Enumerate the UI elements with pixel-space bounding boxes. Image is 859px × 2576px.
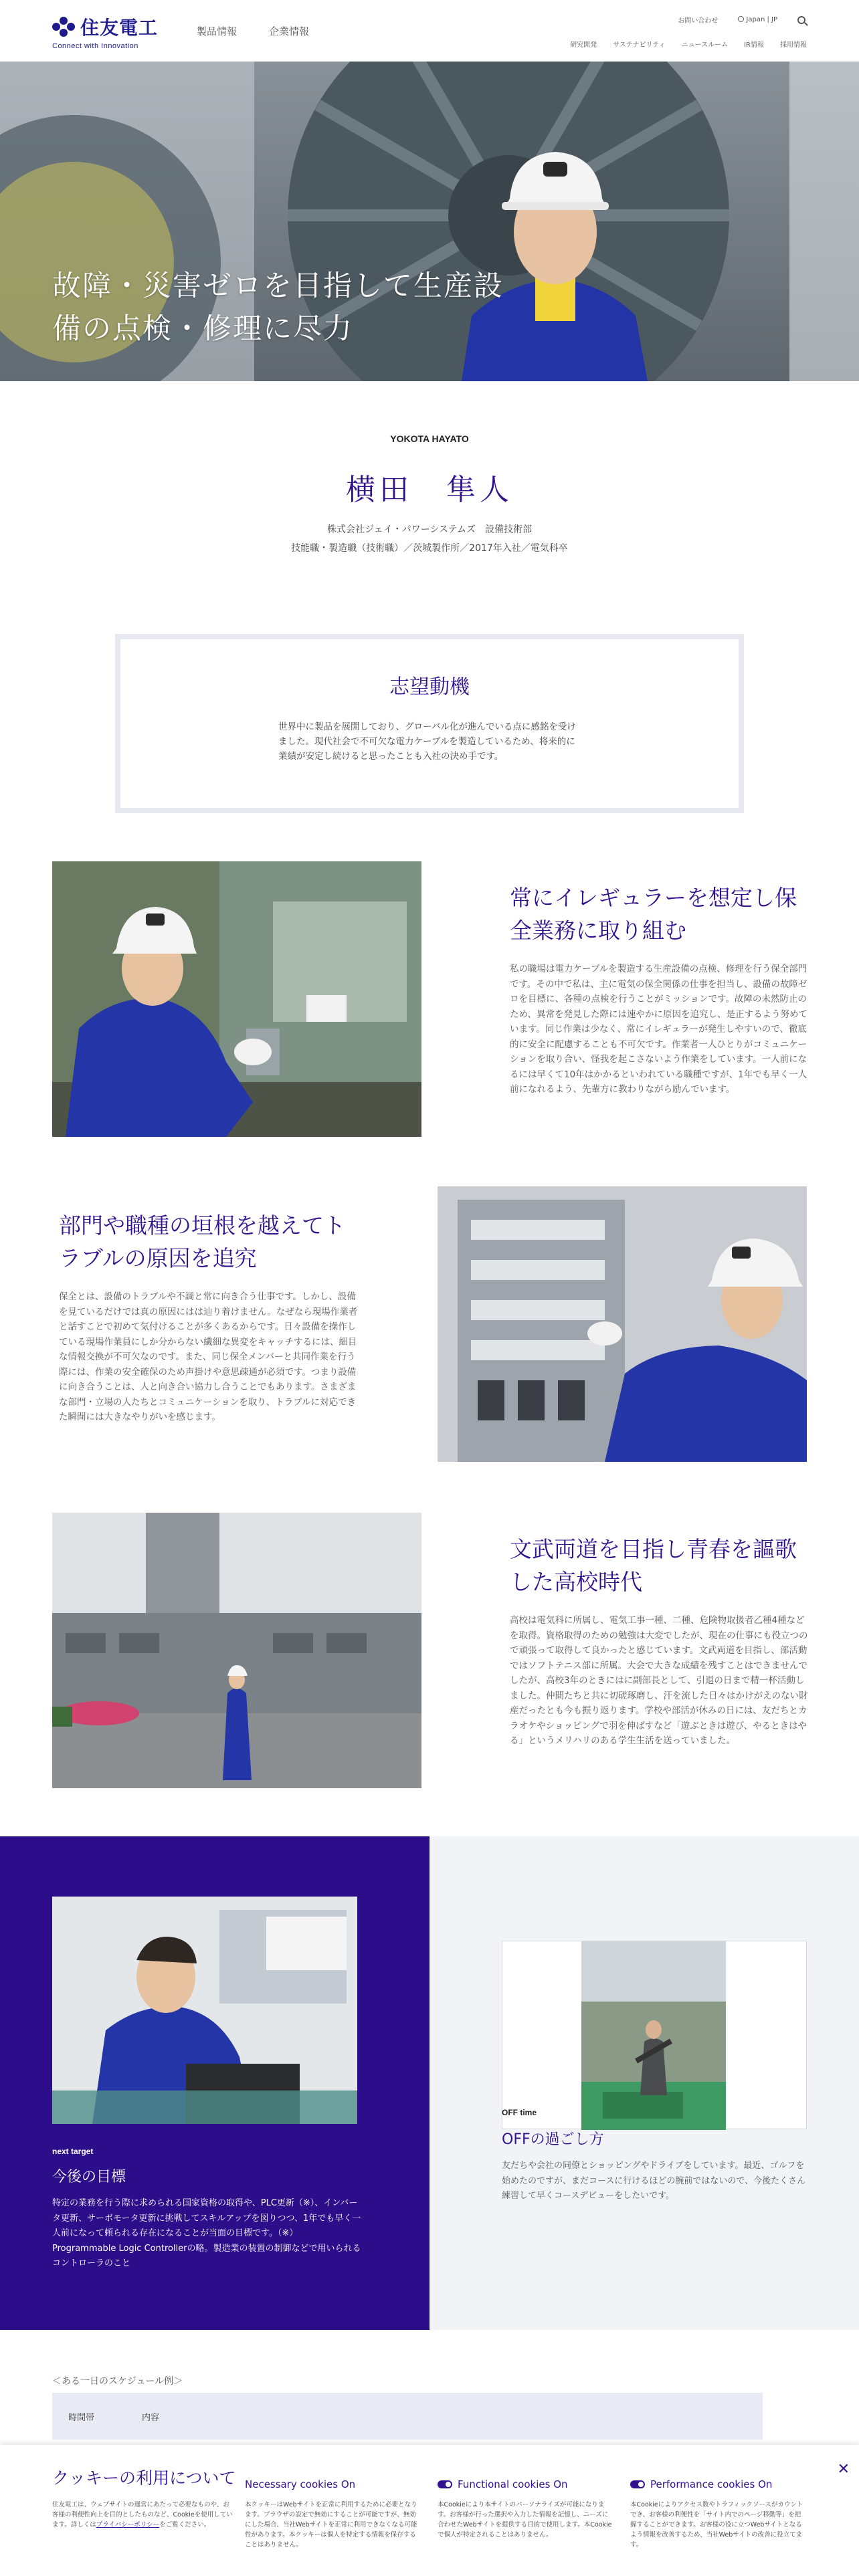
next-target-photo — [52, 1897, 357, 2124]
region-label: Japan | JP — [746, 16, 777, 23]
performance-cookies-title — [630, 2478, 772, 2490]
section1-body: 私の職場は電力ケーブルを製造する生産設備の点検、修理を行う保全部門です。その中で私は、主に電気の保全関係の仕事を担当し、設備の故障ゼロを目標に、各種の点検を行うことがミッションです。故障の未然防止のため、異常を発見した際には速やかに原因を追究し、是正するよう努めています。同じ作業は少なく、常にイレギュラーが発生しやすいので、徹底的に安全に配慮することも不可欠です。作業者一人ひとりがコミュニケーションを取り合い、怪我を起こさないよう作業をしています。一人前になるには早くて10年はかかるといわれている職種ですが、1年でも早く一人前になれるよう、先輩方に教わりながら励んでいます。 — [510, 964, 807, 1095]
next-target-body: 特定の業務を行う際に求められる国家資格の取得や、PLC更新（※）、インバータ更新、サーボモータ更新に挑戦してスキルアップを図りつつ、1年でも早く一人前になって頼られる存在になることが当面の目標です。（※）Programmable Logic Controllerの略。製造業の装置の制御などで用いられるコントローラのこと — [52, 2198, 361, 2268]
globe-icon — [738, 16, 744, 22]
cookie-banner — [0, 2445, 859, 2576]
functional-cookies-text: 本Cookieにより本サイトのパーソナライズが可能になります。お客様が行った選択や入力した情報を記憶し、ニーズに合わせたWebサイトを提供する目的で使用します。本Cookieで個人が特定されることはありません。 — [438, 2501, 612, 2539]
schedule-label: ＜ある一日のスケジュール例＞ — [52, 2376, 183, 2387]
nav-sustainability[interactable]: サステナビリティ — [613, 41, 666, 49]
performance-cookies-text: 本Cookieによりアクセス数やトラフィックソースがカウントでき、お客様の利便性を「サイト内でのページ移動等」を把握することができます。お客様の役に立つWebサイトとなるよう情報を改善するため、当社Webサイトの改善に役立てます。 — [630, 2501, 803, 2549]
affiliation-line2: 技能職・製造職（技術職）／茨城製作所／2017年入社／電気科卒 — [291, 543, 568, 554]
nav-rd[interactable]: 研究開発 — [570, 41, 597, 49]
nav-careers[interactable]: 採用情報 — [780, 41, 807, 49]
nav-corporate[interactable]: 企業情報 — [269, 25, 310, 37]
privacy-policy-link[interactable]: プライバシーポリシー — [96, 2521, 160, 2529]
close-icon[interactable]: ✕ — [837, 2461, 850, 2478]
next-target-title: 今後の目標 — [52, 2169, 126, 2185]
employee-name: 横田 隼人 — [346, 473, 513, 507]
hero-title-line1: 故障・災害ゼロを目指して生産設 — [52, 270, 504, 303]
off-time-body: 友だちや会社の同僚とショッピングやドライブをしています。最近、ゴルフを始めたのですが、まだコースに行けるほどの腕前ではないので、今後たくさん練習して早くコースデビューをしたいです。 — [502, 2161, 806, 2201]
logo-wordmark: 住友電工 — [80, 17, 159, 39]
section3-photo — [52, 1513, 421, 1788]
schedule-table-header — [52, 2393, 763, 2440]
off-time-photo-card — [502, 1941, 807, 2129]
section1-photo — [52, 861, 421, 1137]
off-time-label: OFF time — [502, 2108, 537, 2117]
hero-banner — [0, 62, 859, 381]
employee-romaji: YOKOTA HAYATO — [390, 433, 469, 444]
performance-cookies-toggle[interactable] — [630, 2480, 645, 2488]
contact-link[interactable]: お問い合わせ — [678, 17, 719, 25]
functional-cookies-toggle[interactable] — [438, 2480, 452, 2488]
cookie-intro-text: 住友電工は、ウェブサイトの運営にあたって必要なものや、お客様の利便性向上を目的としたものなど、Cookieを使用しています。詳しくは — [52, 2501, 233, 2529]
cookie-intro — [52, 2500, 233, 2530]
logo-mark-icon — [52, 17, 75, 37]
necessary-cookies-title — [245, 2478, 355, 2490]
logo-tagline: Connect with Innovation — [52, 42, 138, 50]
main-nav — [197, 24, 309, 38]
motivation-title: 志望動機 — [389, 675, 470, 699]
schedule-col-content: 内容 — [142, 2412, 160, 2423]
nav-products[interactable]: 製品情報 — [197, 25, 237, 37]
section2-photo — [438, 1186, 807, 1462]
necessary-cookies-text: 本クッキーはWebサイトを正常に利用するために必要となります。ブラウザの設定で無効にすることが可能ですが、無効にした場合、当社Webサイトを正常に利用できなくなる可能性があります。本クッキーは個人を特定する情報を保存することはありません。 — [245, 2501, 417, 2549]
company-logo[interactable] — [52, 13, 158, 50]
nav-ir[interactable]: IR情報 — [744, 41, 764, 49]
nav-newsroom[interactable]: ニュースルーム — [681, 41, 729, 49]
sub-nav — [570, 39, 807, 49]
functional-cookies-title — [438, 2478, 568, 2490]
functional-cookies-label: Functional cookies On — [458, 2478, 568, 2490]
schedule-col-time: 時間帯 — [68, 2412, 95, 2423]
section2-title: 部門や職種の垣根を越えてトラブルの原因を追究 — [59, 1212, 346, 1271]
necessary-cookies-label: Necessary cookies On — [245, 2478, 356, 2490]
next-target-label: next target — [52, 2147, 94, 2156]
section1-title: 常にイレギュラーを想定し保全業務に取り組む — [510, 885, 797, 944]
cookie-title: クッキーの利用について — [52, 2468, 236, 2488]
site-header — [0, 0, 859, 62]
affiliation-line1: 株式会社ジェイ・パワーシステムズ 設備技術部 — [326, 524, 533, 535]
performance-cookies-label: Performance cookies On — [650, 2478, 773, 2490]
off-time-title: OFFの過ごし方 — [502, 2131, 604, 2148]
region-selector[interactable] — [738, 16, 777, 23]
motivation-body: 世界中に製品を展開しており、グローバル化が進んでいる点に感銘を受けました。現代社会で不可欠な電力ケーブルを製造しているため、将来的に業績が安定し続けると思ったことも入社の決め手です。 — [278, 722, 576, 762]
employee-affiliation — [0, 520, 859, 558]
section3-title: 文武両道を目指し青春を謳歌した高校時代 — [510, 1536, 797, 1595]
utility-links — [678, 15, 805, 25]
motivation-box — [115, 634, 744, 813]
search-icon[interactable] — [797, 16, 805, 24]
hero-title — [52, 265, 504, 350]
hero-title-line2: 備の点検・修理に尽力 — [52, 312, 353, 346]
section3-body: 高校は電気科に所属し、電気工事一種、二種、危険物取扱者乙種4種などを取得。資格取得のための勉強は大変でしたが、現在の仕事にも役立つので頑張って取得して良かったと感じています。文武両道を目指し、部活動ではソフトテニス部に所属。大会で大きな成績を残すことはできませんでしたが、高校3年のときにはに副部長として、引退の日まで精一杯活動しました。仲間たちと共に切磋琢磨し、汗を流した日々はかけがえのない財産だったとも今も振り返ります。学校や部活が休みの日には、友だちとカラオケやショッピングで羽を伸ばすなど「遊ぶときは遊び、やるときはやる」というメリハリのある学生生活を送っていました。 — [510, 1615, 808, 1746]
section2-body: 保全とは、設備のトラブルや不調と常に向き合う仕事です。しかし、設備を見ているだけでは真の原因にはは辿り着けません。なぜなら現場作業者と話すことで初めて気付けることが多くあるからです。日々設備を操作している現場作業員にしか分からない繊細な異変をキャッチするには、細目な情報交換が不可欠なのです。また、同じ保全メンバーと共同作業を行う際には、作業の安全確保のため声掛けや意思疎通が必須です。つまり設備に向き合うことは、人と向き合い協力し合うことでもあります。さまざまな部門・立場の人たちとコミュニケーションを取り、トラブルに対応できた瞬間には大きなやりがいを感じます。 — [59, 1291, 358, 1422]
cookie-intro-tail: をご覧ください。 — [159, 2521, 211, 2529]
